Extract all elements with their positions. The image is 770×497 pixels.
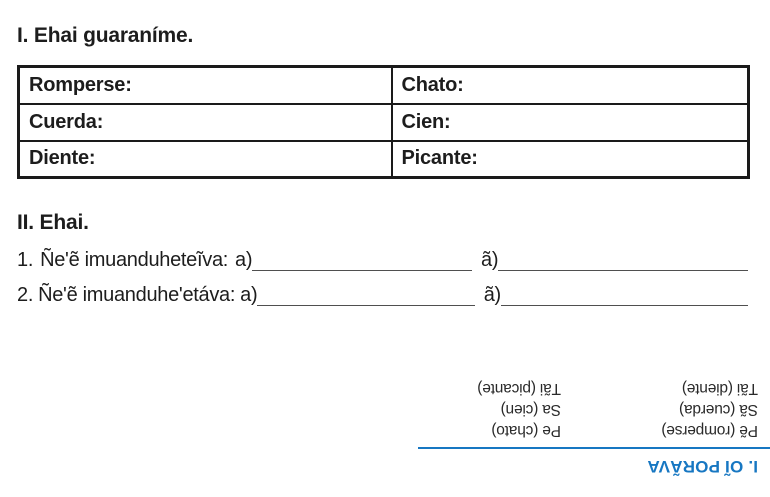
answer-item: Sa (cien) xyxy=(500,401,561,418)
answer-blank-a xyxy=(257,282,474,306)
table-cell-cuerda: Cuerda: xyxy=(19,104,392,141)
answer-item: Tãi (picante) xyxy=(477,380,561,397)
table-cell-diente: Diente: xyxy=(19,141,392,178)
label-b: ã) xyxy=(483,284,501,306)
exercise-line-2 xyxy=(17,282,748,308)
table-cell-picante: Picante: xyxy=(392,141,749,178)
table-row xyxy=(19,67,749,104)
item-number: 2. xyxy=(17,284,34,306)
table-row xyxy=(19,104,749,141)
table-cell-romperse: Romperse: xyxy=(19,67,392,104)
vocab-table xyxy=(17,65,750,179)
answer-key-heading: I. OĨ PORÃVA xyxy=(647,457,758,476)
answer-item: Sã (cuerda) xyxy=(679,401,758,418)
section1-heading: I. Ehai guaraníme. xyxy=(17,24,194,47)
exercise-line-1 xyxy=(17,247,748,273)
answer-key-column-2 xyxy=(418,378,561,441)
answer-blank-b xyxy=(498,247,748,271)
table-cell-chato: Chato: xyxy=(392,67,749,104)
answer-blank-b xyxy=(501,282,748,306)
table-cell-cien: Cien: xyxy=(392,104,749,141)
table-row xyxy=(19,141,749,178)
answer-key-column-1 xyxy=(561,378,758,441)
answer-key-divider xyxy=(418,447,770,449)
answer-key-block xyxy=(418,374,770,480)
answer-item: Pe (chato) xyxy=(491,422,561,439)
item-prompt: Ñe'ẽ imuanduhe'etáva: xyxy=(38,284,236,306)
item-number: 1. xyxy=(17,249,34,271)
label-b: ã) xyxy=(481,249,499,271)
answer-blank-a xyxy=(252,247,472,271)
label-a: a) xyxy=(235,249,253,271)
label-a: a) xyxy=(240,284,258,306)
answer-item: Tãi (diente) xyxy=(682,380,758,397)
section2-heading: II. Ehai. xyxy=(17,211,89,234)
answer-key-columns xyxy=(418,378,758,441)
answer-item: Pẽ (romperse) xyxy=(661,422,758,439)
item-prompt: Ñe'ẽ imuanduheteĩva: xyxy=(40,249,229,271)
